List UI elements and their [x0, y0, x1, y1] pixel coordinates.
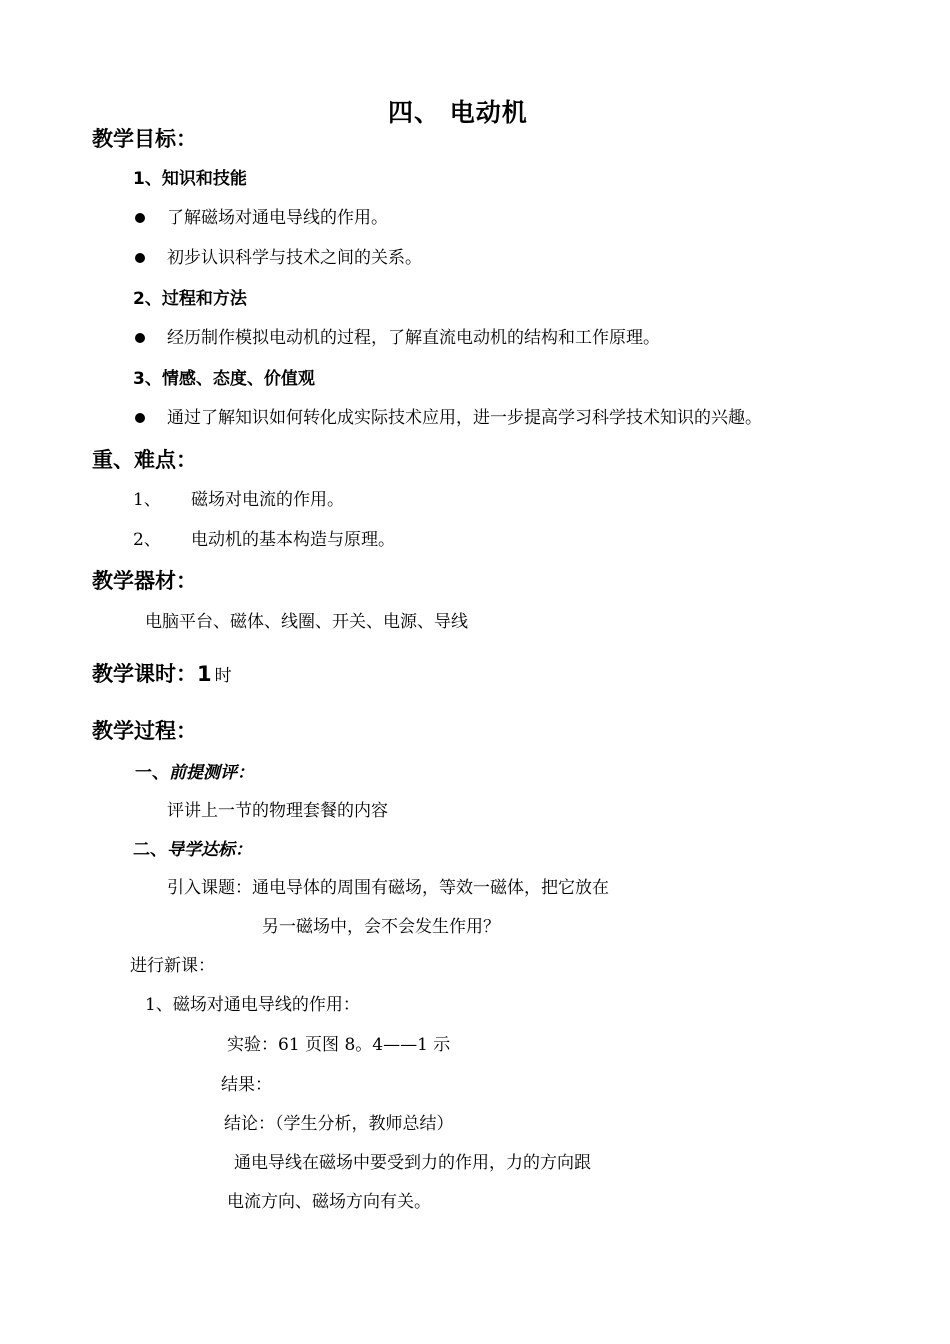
process-part-2-label: 二、: [133, 840, 167, 860]
process-part-1-title: 前提测评：: [169, 763, 254, 783]
objective-item: 经历制作模拟电动机的过程，了解直流电动机的结构和工作原理。: [167, 328, 660, 348]
objectives-section-2-label: 2、过程和方法: [133, 289, 247, 309]
objective-item: 了解磁场对通电导线的作用。: [167, 208, 388, 228]
process-part-1-label: 一、: [135, 763, 169, 783]
conclusion-text-1: 通电导线在磁场中要受到力的作用，力的方向跟: [234, 1153, 591, 1173]
bullet-icon: [135, 253, 145, 263]
equipment-heading: 教学器材：: [92, 569, 197, 593]
process-part-1-heading: [135, 765, 254, 782]
process-part-2-title: 导学达标：: [167, 840, 252, 860]
process-heading: 教学过程：: [92, 719, 197, 743]
page-title: 四、 电动机: [388, 98, 528, 127]
objectives-section-1-label: 1、知识和技能: [133, 169, 247, 189]
bullet-icon: [135, 333, 145, 343]
process-part-1-text: 评讲上一节的物理套餐的内容: [167, 801, 388, 821]
hours-heading: 教学课时：: [92, 662, 197, 686]
key-point-number: 1、: [133, 490, 161, 510]
result-line: 结果：: [221, 1075, 272, 1095]
objectives-heading: 教学目标：: [92, 127, 197, 151]
objectives-section-3-label: 3、情感、态度、价值观: [133, 369, 315, 389]
hours-value: 1: [197, 662, 212, 686]
bullet-icon: [135, 413, 145, 423]
key-point-text: 电动机的基本构造与原理。: [191, 530, 395, 550]
process-part-2-heading: [133, 842, 252, 859]
topic-1-heading: 1、磁场对通电导线的作用：: [145, 995, 360, 1015]
key-points-heading: 重、难点：: [92, 448, 197, 472]
bullet-icon: [135, 213, 145, 223]
conclusion-text-2: 电流方向、磁场方向有关。: [227, 1192, 431, 1212]
experiment-line: 实验：61 页图 8。4——1 示: [227, 1035, 451, 1055]
objective-item: 初步认识科学与技术之间的关系。: [167, 248, 422, 268]
intro-line-1: 引入课题：通电导体的周围有磁场，等效一磁体，把它放在: [167, 878, 609, 898]
key-point-number: 2、: [133, 530, 161, 550]
conclusion-line: 结论：（学生分析，教师总结）: [224, 1114, 454, 1134]
objective-item: 通过了解知识如何转化成实际技术应用，进一步提高学习科学技术知识的兴趣。: [167, 408, 762, 428]
equipment-text: 电脑平台、磁体、线圈、开关、电源、导线: [145, 612, 468, 632]
intro-line-2: 另一磁场中，会不会发生作用？: [262, 917, 500, 937]
key-point-text: 磁场对电流的作用。: [191, 490, 344, 510]
new-lesson-label: 进行新课：: [130, 956, 215, 976]
hours-unit: 时: [214, 666, 232, 686]
hours-line: [92, 664, 232, 685]
